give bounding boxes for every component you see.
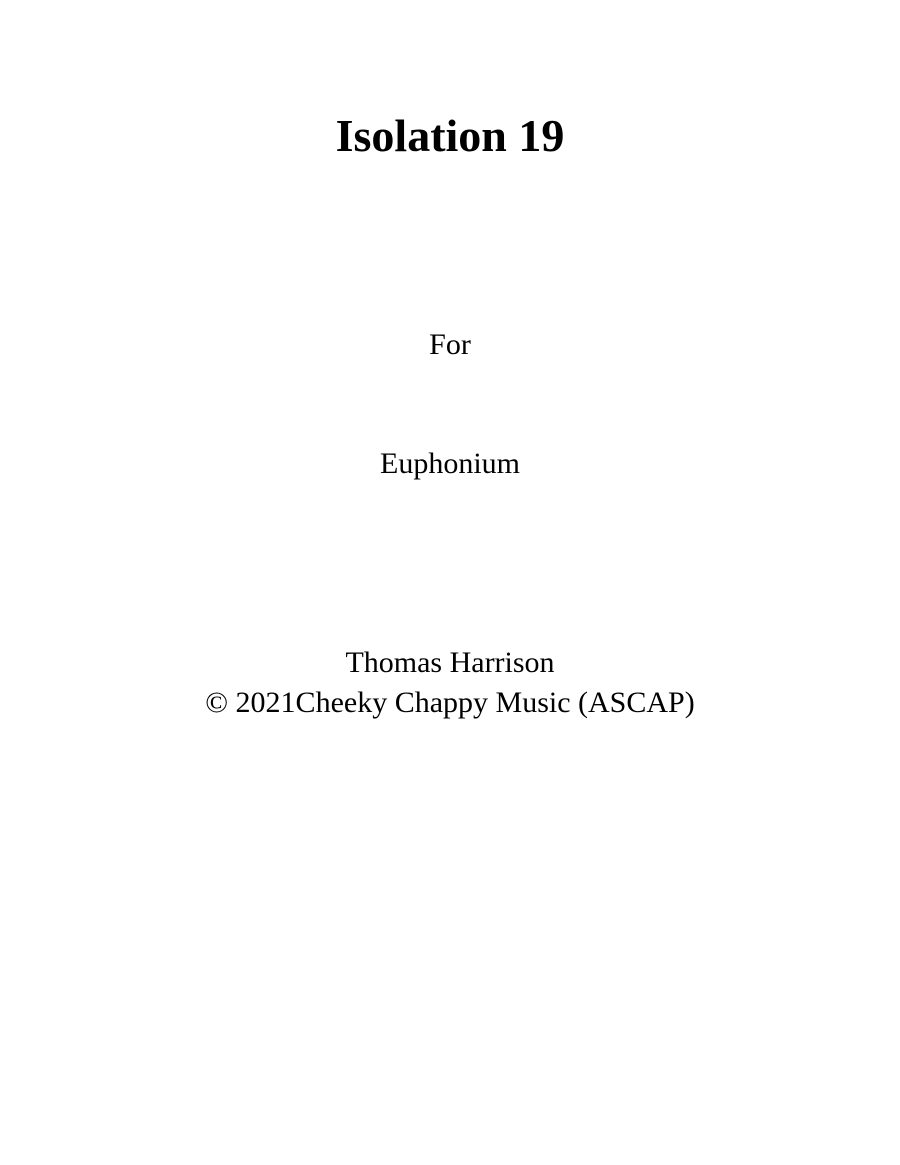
instrument-name: Euphonium [380,447,520,480]
copyright-notice: © 2021Cheeky Chappy Music (ASCAP) [205,686,695,719]
for-label: For [429,328,471,361]
composer-name: Thomas Harrison [345,646,555,679]
piece-title: Isolation 19 [335,110,565,161]
